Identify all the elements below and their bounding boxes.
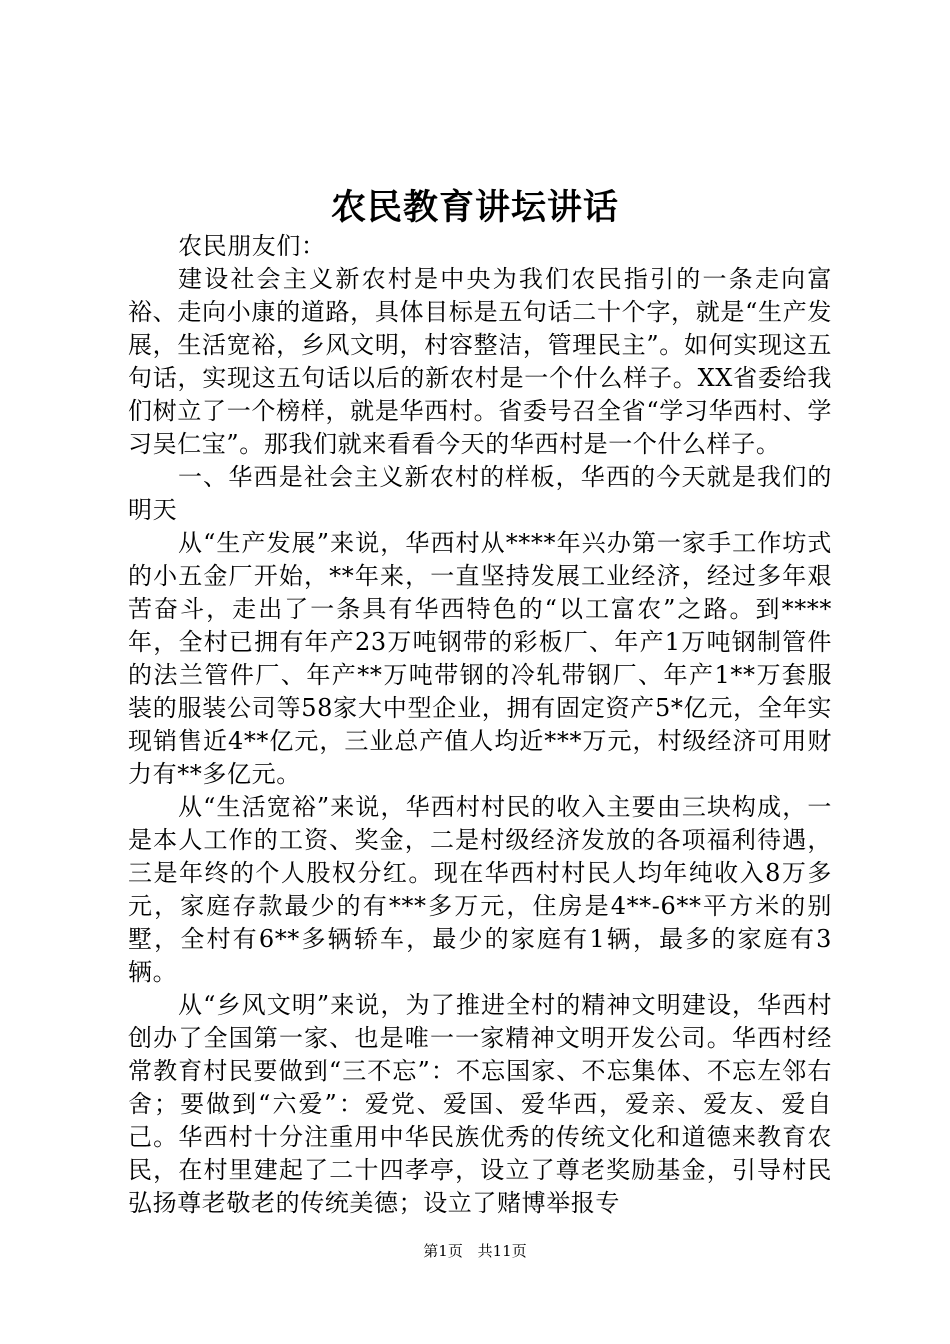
page-footer [0,1240,950,1262]
civilization-paragraph: 从“乡风文明”来说，为了推进全村的精神文明建设，华西村创办了全国第一家、也是唯一一家精神文明开发公司。华西村经常教育村民要做到“三不忘”：不忘国家、不忘集体、不忘左邻右舍；要做到“六爱”：爱党、爱国、爱华西，爱亲、爱友、爱自己。华西村十分注重用中华民族优秀的传统文化和道德来教育农民，在村里建起了二十四孝亭，设立了尊老奖励基金，引导村民弘扬尊老敬老的传统美德；设立了赌博举报专 [128,991,832,1217]
salutation-paragraph: 农民朋友们： [178,232,326,260]
document-body [128,230,832,1220]
living-paragraph: 从“生活宽裕”来说，华西村村民的收入主要由三块构成，一是本人工作的工资、奖金，二是村级经济发放的各项福利待遇，三是年终的个人股权分红。现在华西村村民人均年纯收入8万多元，家庭存款最少的有***多万元，住房是4**-6**平方米的别墅，全村有6**多辆轿车，最少的家庭有1辆，最多的家庭有3辆。 [128,793,832,986]
section-heading: 一、华西是社会主义新农村的样板，华西的今天就是我们的明天 [128,463,832,524]
page-total: 共11页 [477,1242,527,1260]
document-title: 农民教育讲坛讲话 [330,188,619,228]
production-paragraph: 从“生产发展”来说，华西村从****年兴办第一家手工作坊式的小五金厂开始，**年来，一直坚持发展工业经济，经过多年艰苦奋斗，走出了一条具有华西特色的“以工富农”之路。到****年，全村已拥有年产23万吨钢带的彩板厂、年产1万吨钢制管件的法兰管件厂、年产**万吨带钢的冷轧带钢厂、年产1**万套服装的服装公司等58家大中型企业，拥有固定资产5*亿元，全年实现销售近4**亿元，三业总产值人均近***万元，村级经济可用财力有**多亿元。 [128,529,832,788]
intro-paragraph: 建设社会主义新农村是中央为我们农民指引的一条走向富裕、走向小康的道路，具体目标是五句话二十个字，就是“生产发展，生活宽裕，乡风文明，村容整洁，管理民主”。如何实现这五句话，实现这五句话以后的新农村是一个什么样子。XX省委给我们树立了一个榜样，就是华西村。省委号召全省“学习华西村、学习吴仁宝”。那我们就来看看今天的华西村是一个什么样子。 [128,265,832,458]
page-number: 第1页 [423,1242,463,1260]
